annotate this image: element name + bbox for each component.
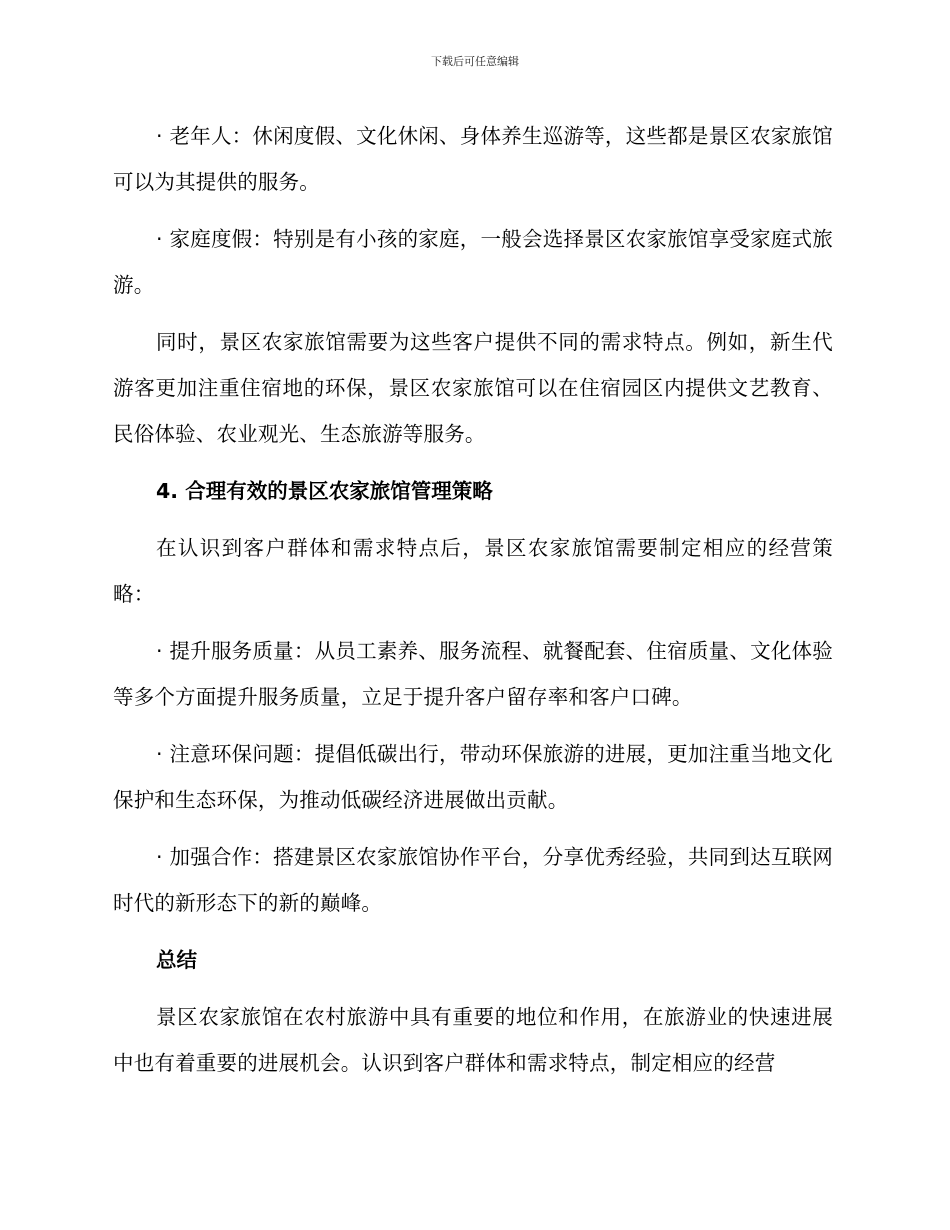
paragraph-elderly: · 老年人：休闲度假、文化休闲、身体养生巡游等，这些都是景区农家旅馆可以为其提供的服务。 [113,124,833,194]
page-header: 下载后可任意编辑 [431,55,519,68]
paragraph-family: · 家庭度假：特别是有小孩的家庭，一般会选择景区农家旅馆享受家庭式旅游。 [113,227,833,297]
section-heading-summary: 总结 [156,948,197,972]
document-body [113,113,833,1097]
paragraph-service-quality: · 提升服务质量：从员工素养、服务流程、就餐配套、住宿质量、文化体验等多个方面提升服务质量，立足于提升客户留存率和客户口碑。 [113,639,833,709]
paragraph-summary: 景区农家旅馆在农村旅游中具有重要的地位和作用，在旅游业的快速进展中也有着重要的进展机会。认识到客户群体和需求特点，制定相应的经营 [113,1005,833,1075]
paragraph-strategy-intro: 在认识到客户群体和需求特点后，景区农家旅馆需要制定相应的经营策略： [113,536,833,606]
paragraph-needs: 同时，景区农家旅馆需要为这些客户提供不同的需求特点。例如，新生代游客更加注重住宿地的环保，景区农家旅馆可以在住宿园区内提供文艺教育、民俗体验、农业观光、生态旅游等服务。 [113,330,833,446]
paragraph-environment: · 注意环保问题：提倡低碳出行，带动环保旅游的进展，更加注重当地文化保护和生态环保，为推动低碳经济进展做出贡献。 [113,742,833,812]
paragraph-cooperation: · 加强合作：搭建景区农家旅馆协作平台，分享优秀经验，共同到达互联网时代的新形态下的新的巅峰。 [113,845,833,915]
section-heading-strategy: 4. 合理有效的景区农家旅馆管理策略 [156,479,493,503]
